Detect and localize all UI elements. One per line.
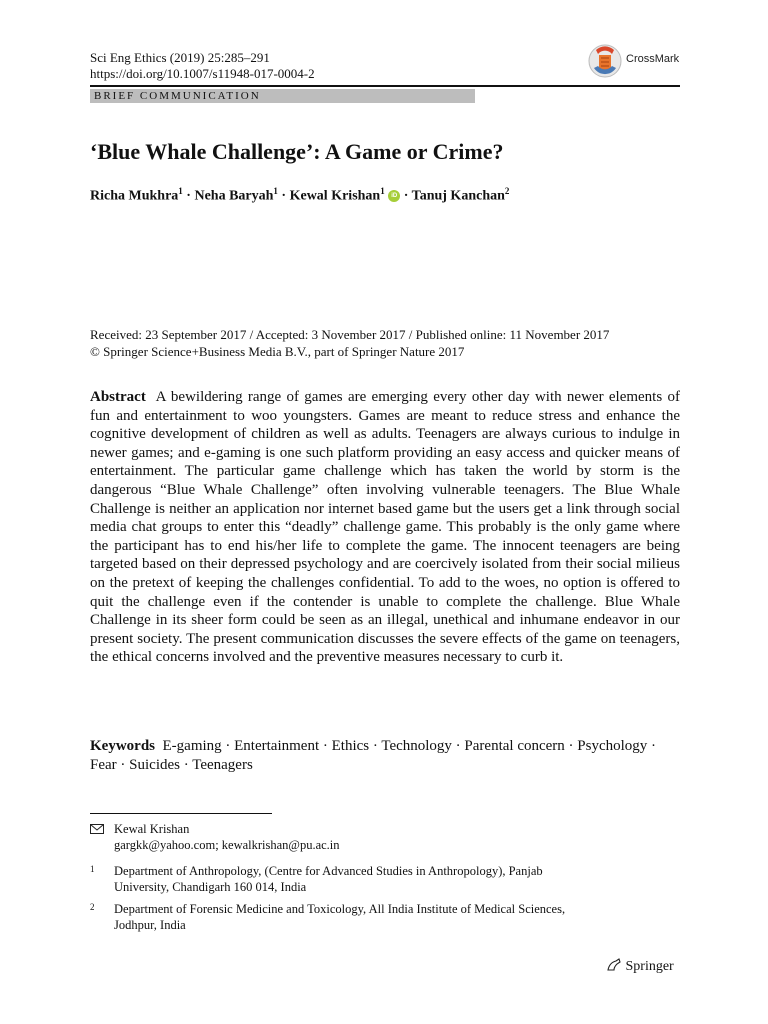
keywords-text: E-gaming · Entertainment · Ethics · Technology · Parental concern · Psychology · Fear · Suicides · Teenagers xyxy=(90,738,657,773)
affiliation-marker: 1 xyxy=(380,186,385,196)
copyright-line: © Springer Science+Business Media B.V., part of Springer Nature 2017 xyxy=(90,344,465,359)
affiliation-line: University, Chandigarh 160 014, India xyxy=(114,880,307,894)
section-bar xyxy=(90,89,475,103)
affiliation-line: Department of Anthropology, (Centre for Advanced Studies in Anthropology), Panjab xyxy=(114,864,543,878)
springer-horse-icon xyxy=(606,958,622,972)
affiliation-marker: 1 xyxy=(178,186,183,196)
correspondence xyxy=(114,821,340,853)
abstract-text: A bewildering range of games are emerging every other day with newer elements of fun and entertainment to woo youngsters. Games are meant to reduce stress and enhance the cognitive development of children as well as adults. Teenagers are always curious to indulge in newer games; and e-gaming is one such platform providing an easy access and quicker means of entertainment. The particular game challenge which has taken the world by storm is the dangerous “Blue Whale Challenge” often involving vulnerable teenagers. The Blue Whale Challenge is neither an application nor internet based game but the users get a link through social media chat groups to enter this “deadly” challenge game. This probably is the only game where the participant has to end his/her life to complete the game. The innocent teenagers are being targeted based on their depressed psychology and are coercively isolated from their social milieus on the pretext of keeping the challenges confidential. To add to the woes, no option is offered to quit the challenge even if the contender is unable to complete the challenge. Blue Whale Challenge in its sheer form could be seen as an illegal, unethical and inhumane endeavor in our present society. The present communication discusses the severe effects of the game on teenagers, the ethical concerns involved and the preventive measures necessary to curb it. xyxy=(90,389,680,666)
journal-header xyxy=(90,50,315,82)
keywords-label: Keywords xyxy=(90,738,155,754)
orcid-icon[interactable]: iD xyxy=(388,190,400,202)
keywords xyxy=(90,737,680,775)
author-name[interactable]: Neha Baryah xyxy=(194,188,274,204)
crossmark-badge[interactable] xyxy=(588,44,680,78)
author-name[interactable]: Kewal Krishan xyxy=(289,188,381,204)
history-dates: Received: 23 September 2017 / Accepted: 3 November 2017 / Published online: 11 November 2017 xyxy=(90,327,610,342)
publication-dates xyxy=(90,326,609,360)
abstract-label: Abstract xyxy=(90,389,146,405)
author-separator: · xyxy=(277,188,290,204)
crossmark-icon xyxy=(588,44,622,78)
publisher-name: Springer xyxy=(625,959,674,974)
author-name[interactable]: Richa Mukhra xyxy=(90,188,179,204)
affiliation-marker: 1 xyxy=(273,186,278,196)
affiliation-2 xyxy=(114,901,565,933)
header-rule xyxy=(90,85,680,87)
journal-citation: Sci Eng Ethics (2019) 25:285–291 xyxy=(90,50,270,65)
author-separator: · xyxy=(182,188,195,204)
correspondence-email[interactable]: gargkk@yahoo.com; kewalkrishan@pu.ac.in xyxy=(114,838,340,852)
abstract xyxy=(90,388,680,667)
affiliation-line: Department of Forensic Medicine and Toxicology, All India Institute of Medical Sciences, xyxy=(114,902,566,916)
affiliation-1 xyxy=(114,863,543,895)
author-list xyxy=(90,186,509,205)
affiliation-line: Jodhpur, India xyxy=(114,918,186,932)
article-title: ‘Blue Whale Challenge’: A Game or Crime? xyxy=(90,139,504,164)
doi-link[interactable]: https://doi.org/10.1007/s11948-017-0004-2 xyxy=(90,66,315,81)
crossmark-label: CrossMark xyxy=(626,53,680,65)
author-name[interactable]: Tanuj Kanchan xyxy=(411,188,505,204)
correspondence-name: Kewal Krishan xyxy=(114,822,190,836)
springer-logo xyxy=(606,958,674,975)
envelope-icon xyxy=(90,824,104,834)
section-label: BRIEF COMMUNICATION xyxy=(94,90,261,102)
author-separator: · xyxy=(400,188,412,204)
footnote-number: 2 xyxy=(90,902,95,912)
footnote-number: 1 xyxy=(90,864,95,874)
affiliation-marker: 2 xyxy=(504,186,510,196)
footnote-rule xyxy=(90,813,272,814)
